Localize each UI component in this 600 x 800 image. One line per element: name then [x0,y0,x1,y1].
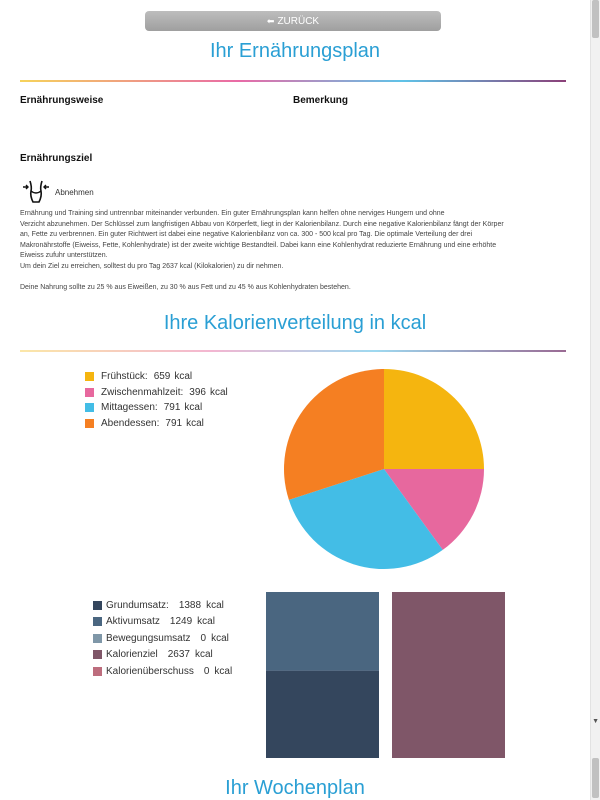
calorie-distribution-title: Ihre Kalorienverteilung in kcal [163,312,427,334]
energy-balance-legend [93,597,232,680]
bar-segment [392,592,505,758]
nutrition-goal-label: Ernährungsziel [20,153,93,164]
pie-slice [384,369,484,469]
legend-unit: kcal [206,599,224,611]
legend-item [93,647,232,664]
energy-balance-bar-chart [266,592,506,760]
back-button-label: ZURÜCK [277,16,320,27]
back-arrow-icon: ⬅ [266,16,275,26]
waist-slimming-icon [22,178,50,206]
legend-label: Grundumsatz: [106,599,169,611]
legend-item [85,385,228,401]
legend-item [93,597,232,614]
legend-unit: kcal [174,371,193,383]
legend-item [93,614,232,631]
legend-value: 2637 [167,649,190,661]
description-line: Verzicht abzunehmen. Der Schlüssel zum langfristigen Abbau von Körperfett, liegt in der Kalorienbilanz. Durch eine negative Kalorienbilanz fängt der Körper [20,220,504,228]
meal-calories-legend [85,369,228,431]
legend-swatch [85,403,94,412]
legend-swatch [85,388,94,397]
legend-swatch [93,601,102,610]
legend-label: Frühstück: [101,371,148,383]
legend-value: 0 [203,665,210,677]
back-button[interactable] [145,11,441,31]
macro-distribution-text: Deine Nahrung sollte zu 25 % aus Eiweißen, zu 30 % aus Fett und zu 45 % aus Kohlenhydraten bestehen. [20,284,351,291]
legend-unit: kcal [186,417,204,429]
legend-unit: kcal [197,616,215,628]
nutrition-type-label: Ernährungsweise [20,95,104,106]
legend-value: 659 [153,371,171,383]
legend-swatch [85,419,94,428]
legend-swatch [93,667,102,676]
vertical-scrollbar[interactable] [590,0,600,800]
scroll-down-arrow-icon[interactable]: ▼ [592,718,599,725]
legend-item [85,416,228,432]
weekly-plan-title: Ihr Wochenplan [225,777,365,799]
legend-value: 1249 [169,616,193,628]
legend-value: 0 [200,632,207,644]
description-line: Makronährstoffe (Eiweiss, Fette, Kohlenhydrate) ist der zweite wichtige Bestandteil. Dabei kann eine Kohlenhydrat reduzierte Ernährung und eine erhöhte [20,241,497,249]
legend-item [93,630,232,647]
legend-value: 1388 [178,599,202,611]
description-line: Um dein Ziel zu erreichen, solltest du pro Tag 2637 kcal (Kilokalorien) zu dir nehmen. [20,262,284,270]
remark-label: Bemerkung [293,95,349,106]
legend-unit: kcal [184,402,203,414]
scrollbar-thumb-top[interactable] [592,0,599,38]
legend-unit: kcal [211,632,229,644]
nutrition-goal-value: Abnehmen [55,188,94,197]
legend-label: Mittagessen: [101,402,158,414]
legend-unit: kcal [194,649,213,661]
legend-item [93,663,232,680]
legend-item [85,369,228,385]
legend-value: 791 [163,402,181,414]
bar-segment [266,592,379,671]
legend-value: 791 [165,417,183,429]
legend-swatch [93,617,102,626]
legend-label: Zwischenmahlzeit: [101,386,184,398]
description-line: Eiweiss zufuhr unterstützen. [20,252,108,259]
legend-swatch [93,634,102,643]
description-line: an, Fette zu verbrennen. Ein guter Richtwert ist dabei eine negative Kalorienbilanz von ca. 300 - 500 kcal pro Tag. Die optimale Verteilung der drei [20,231,473,238]
meal-calories-pie-chart [283,368,485,570]
legend-swatch [85,372,94,381]
legend-label: Bewegungsumsatz [106,632,191,644]
legend-unit: kcal [214,665,233,677]
nutrition-plan-title: Ihr Ernährungsplan [209,40,381,62]
bar-segment [266,671,379,758]
legend-label: Kalorienziel [106,649,158,661]
section-divider [20,80,566,82]
legend-item [85,400,228,416]
legend-unit: kcal [209,386,228,398]
legend-label: Abendessen: [101,417,160,429]
description-line: Ernährung und Training sind untrennbar miteinander verbunden. Ein guter Ernährungsplan kann helfen ohne nerviges Hungern und ohne [20,210,445,217]
nutrition-description [20,209,566,272]
section-divider [20,350,566,352]
legend-label: Kalorienüberschuss [106,665,194,677]
legend-label: Aktivumsatz [106,616,160,628]
legend-swatch [93,650,102,659]
scrollbar-thumb-bottom[interactable] [592,758,599,798]
legend-value: 396 [189,386,206,398]
